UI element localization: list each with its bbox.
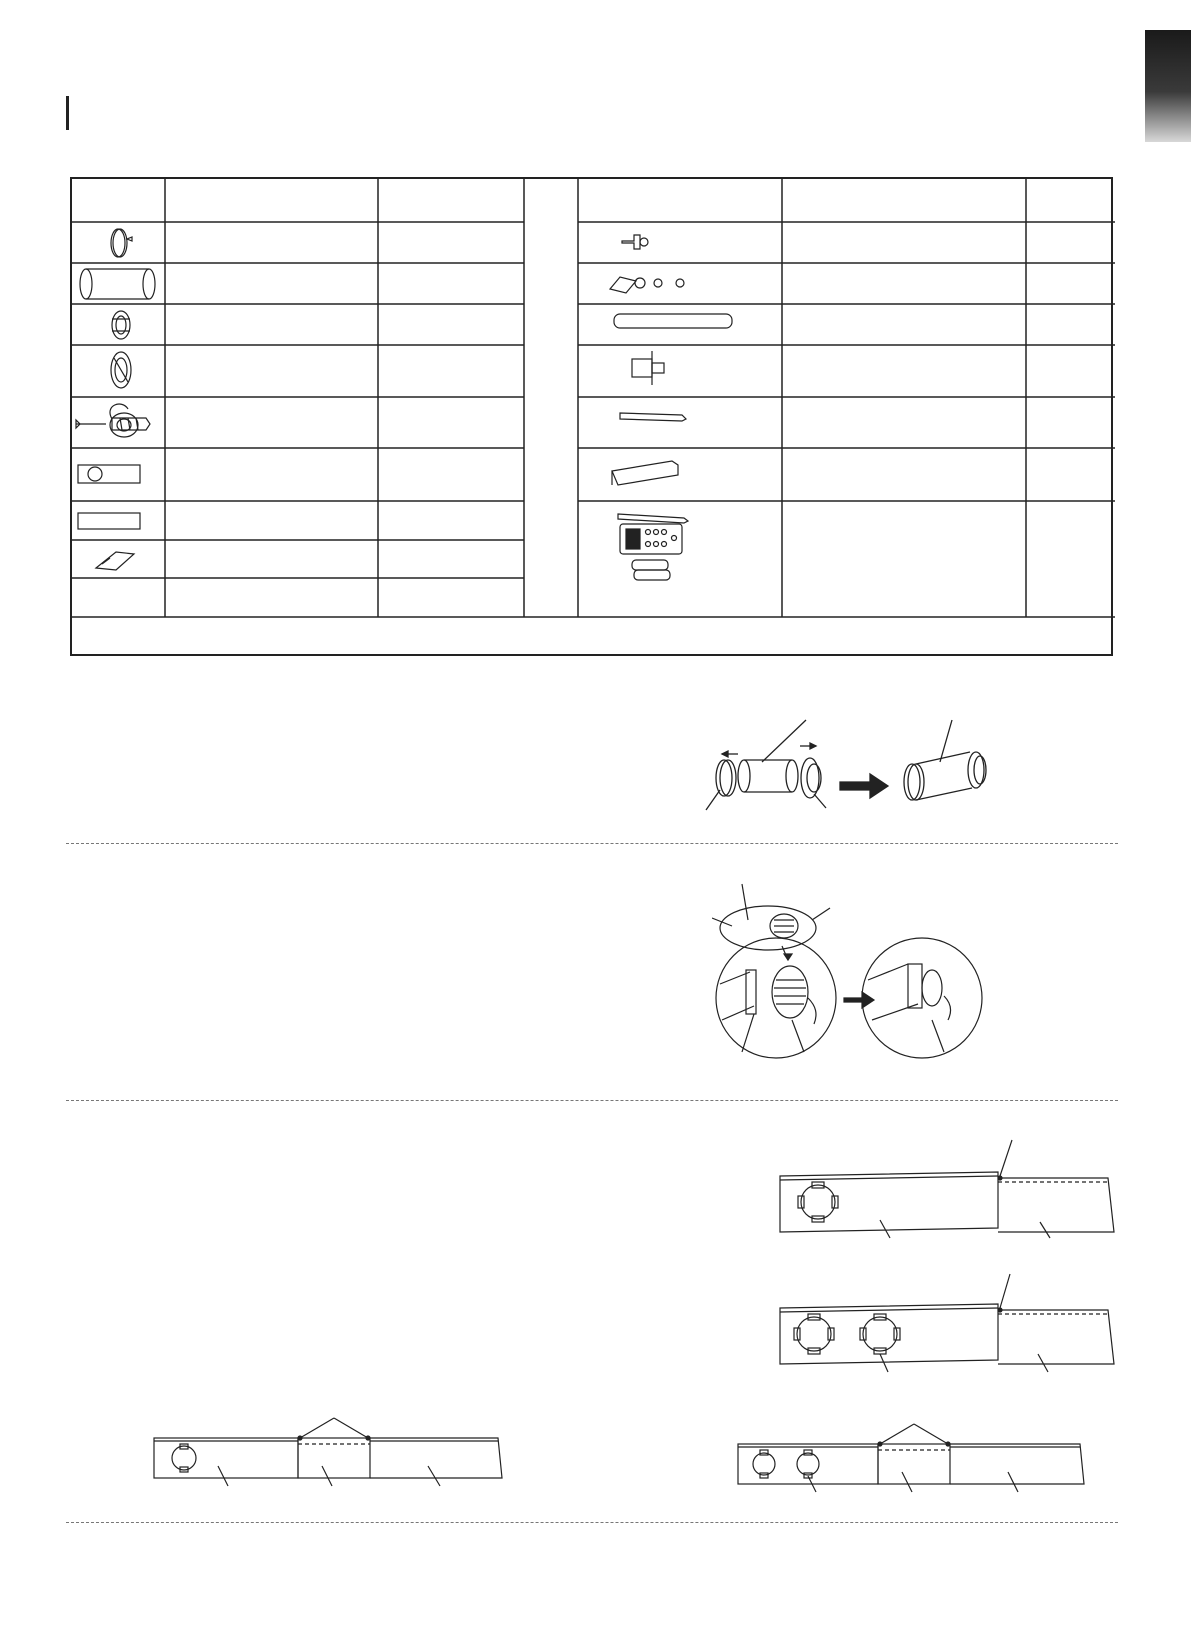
window-kit-double-extended-figure <box>734 1410 1104 1510</box>
accessories-table <box>70 177 1113 656</box>
foam-seal-strip-icon <box>620 413 686 421</box>
hose-adapter-icon <box>112 311 130 339</box>
bracket-and-screws-icon <box>610 277 684 293</box>
section-heading-marker <box>66 96 69 130</box>
section-separator <box>66 1100 1118 1101</box>
exhaust-hose-icon <box>80 269 155 299</box>
window-kit-double-figure <box>776 1270 1116 1388</box>
page-edge-tab <box>1145 30 1191 142</box>
hose-assembly-figure <box>700 718 1000 828</box>
accessories-table-grid <box>72 179 1115 658</box>
window-kit-single-figure <box>776 1136 1116 1254</box>
hose-attach-unit-figure <box>712 880 992 1065</box>
connector-icon <box>632 351 664 385</box>
slider-with-hole-icon <box>78 465 140 483</box>
foam-seal-block-icon <box>612 461 678 485</box>
drain-plug-icon <box>110 404 138 437</box>
window-kit-single-extended-figure <box>150 1410 520 1510</box>
window-interface-ring-icon <box>111 229 132 257</box>
remote-and-batteries-icon <box>620 524 682 580</box>
foam-rod-icon <box>614 314 732 328</box>
section-separator <box>66 843 1118 844</box>
bolt-icon <box>622 235 648 249</box>
slider-plain-icon <box>78 513 140 529</box>
hose-clamp-icon <box>96 552 134 570</box>
section-separator <box>66 1522 1118 1523</box>
foam-seal-thin-icon <box>618 514 688 523</box>
clip-adapter-icon <box>111 352 131 388</box>
screw-and-anchor-icon <box>76 418 150 430</box>
